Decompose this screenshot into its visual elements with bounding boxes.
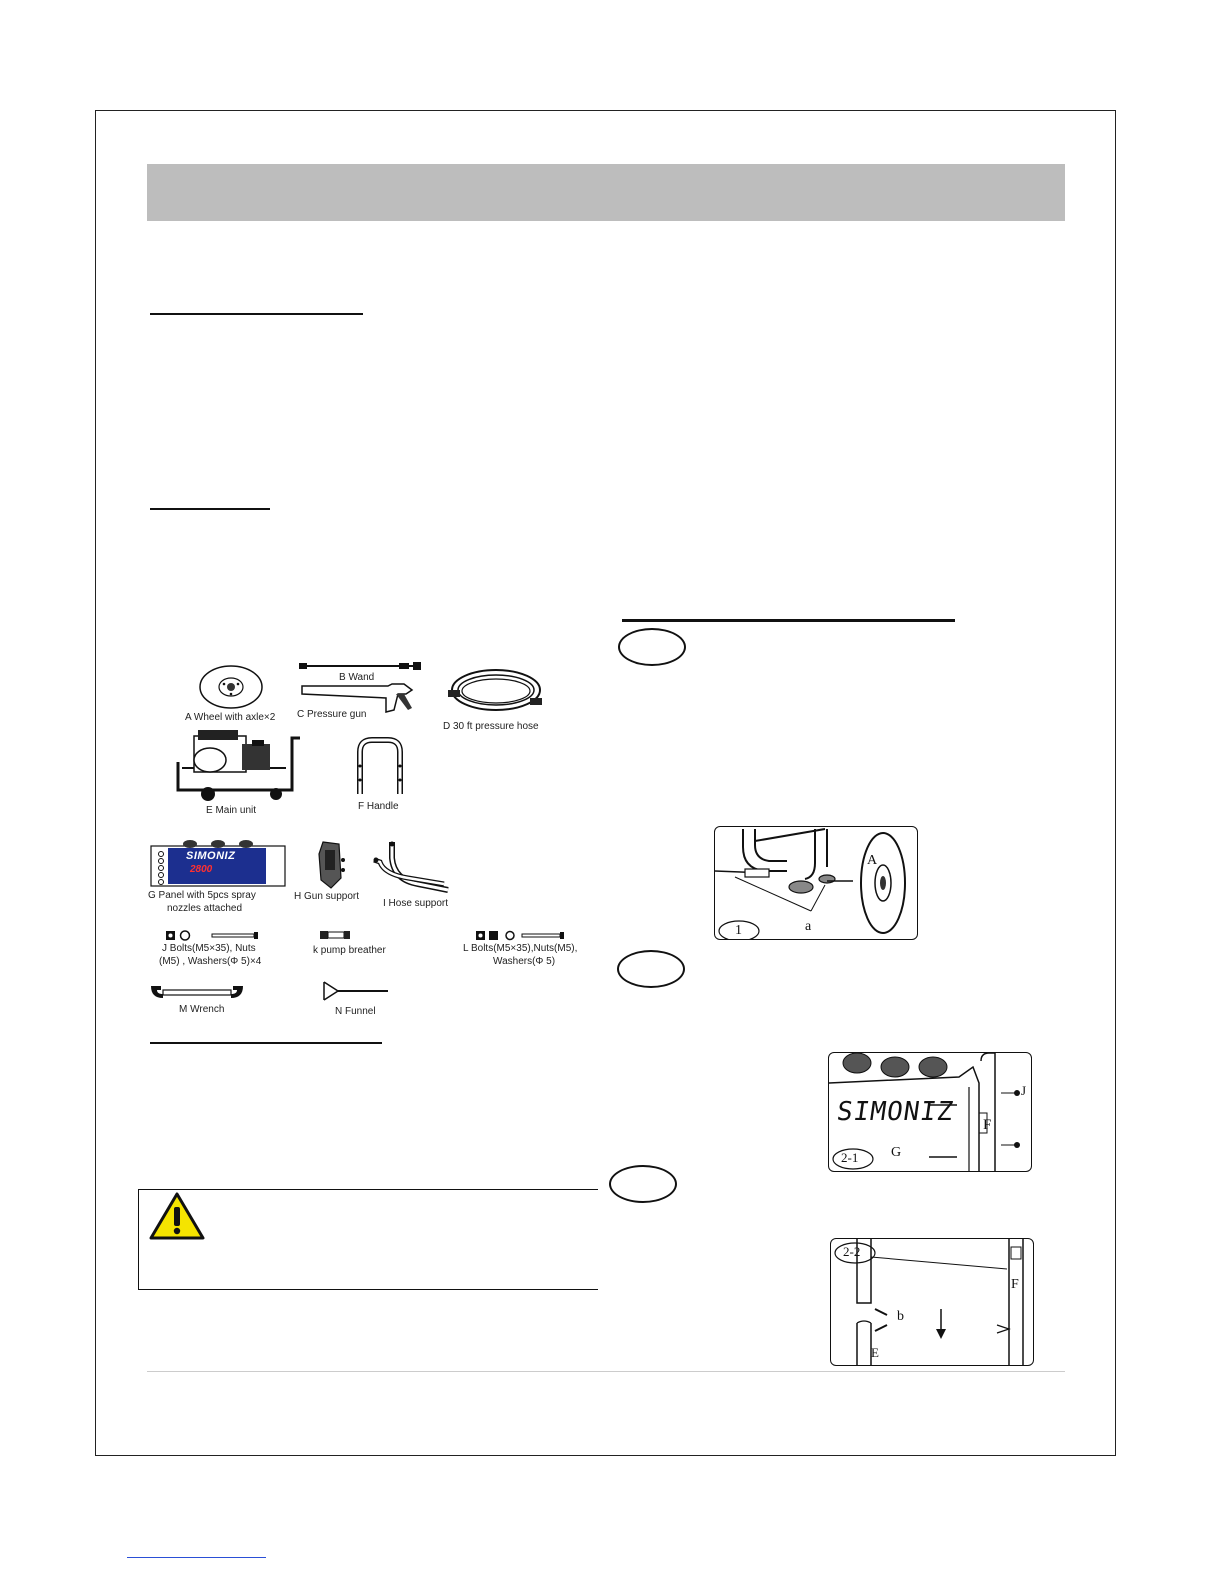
hose-support-illustration: [368, 838, 452, 894]
step-3-oval: [609, 1165, 677, 1203]
panel-model-text: 2800: [190, 864, 213, 875]
wheel-illustration: [198, 664, 264, 710]
heading-rule-2: [150, 508, 270, 510]
warning-icon: [148, 1191, 206, 1241]
part-e-caption: E Main unit: [206, 805, 257, 816]
part-l-caption-line2: Washers(Φ 5): [493, 956, 556, 967]
warning-box: [138, 1189, 598, 1290]
figure-1-wheel-install: [714, 826, 918, 940]
control-panel-illustration: [150, 836, 286, 888]
part-l-caption-line1: L Bolts(M5×35),Nuts(M5),: [463, 943, 578, 954]
wrench-illustration: [149, 982, 245, 1002]
figure-2-1-number: 2-1: [841, 1150, 859, 1165]
pressure-hose-illustration: [444, 664, 544, 720]
funnel-illustration: [322, 980, 392, 1002]
figure-2-1-label-G: G: [891, 1145, 902, 1160]
part-m-caption: M Wrench: [179, 1004, 225, 1015]
figure-2-2-label-E: E: [871, 1345, 879, 1360]
part-a-caption: A Wheel with axle×2: [185, 712, 276, 723]
part-f-caption: F Handle: [358, 801, 399, 812]
figure-2-2-label-F: F: [1011, 1277, 1019, 1292]
part-g-caption-line2: nozzles attached: [167, 903, 243, 914]
figure-2-1-label-J: J: [1021, 1083, 1027, 1098]
main-unit-illustration: [172, 728, 304, 804]
step-2-oval: [617, 950, 685, 988]
bolts-j-illustration: [164, 928, 264, 942]
part-g-caption-line1: G Panel with 5pcs spray: [148, 890, 256, 901]
footer-divider: [147, 1371, 1065, 1372]
part-d-caption: D 30 ft pressure hose: [443, 721, 539, 732]
figure-1-label-A: A: [867, 853, 878, 868]
figure-1-label-a: a: [805, 919, 812, 934]
panel-brand-text: SIMONIZ: [186, 850, 236, 862]
heading-rule-1: [150, 313, 363, 315]
heading-rule-assembly: [622, 619, 955, 622]
part-j-caption-line1: J Bolts(M5×35), Nuts: [162, 943, 256, 954]
bottom-link-underline: [127, 1557, 266, 1558]
figure-2-1-brand: SIMONIZ: [834, 1097, 956, 1127]
part-h-caption: H Gun support: [294, 891, 360, 902]
figure-2-1-label-F: F: [983, 1117, 992, 1133]
section-header-band: [147, 164, 1065, 221]
part-n-caption: N Funnel: [335, 1006, 376, 1017]
gun-support-illustration: [313, 840, 347, 890]
step-1-oval: [618, 628, 686, 666]
part-j-caption-line2: (M5) , Washers(Φ 5)×4: [159, 956, 262, 967]
figure-2-2-number: 2-2: [843, 1244, 861, 1259]
pump-breather-illustration: [318, 928, 352, 942]
part-k-caption: k pump breather: [313, 945, 386, 956]
heading-rule-3: [150, 1042, 382, 1044]
part-c-caption: C Pressure gun: [297, 709, 367, 720]
figure-2-2-label-b: b: [897, 1309, 904, 1324]
part-i-caption: I Hose support: [383, 898, 449, 909]
handle-illustration: [350, 736, 410, 796]
figure-1-number: 1: [735, 923, 742, 938]
part-b-caption: B Wand: [339, 672, 375, 683]
figure-2-1-panel-install: [828, 1052, 1032, 1172]
bolts-l-illustration: [474, 928, 570, 942]
figure-2-2-handle-install: [830, 1238, 1034, 1366]
